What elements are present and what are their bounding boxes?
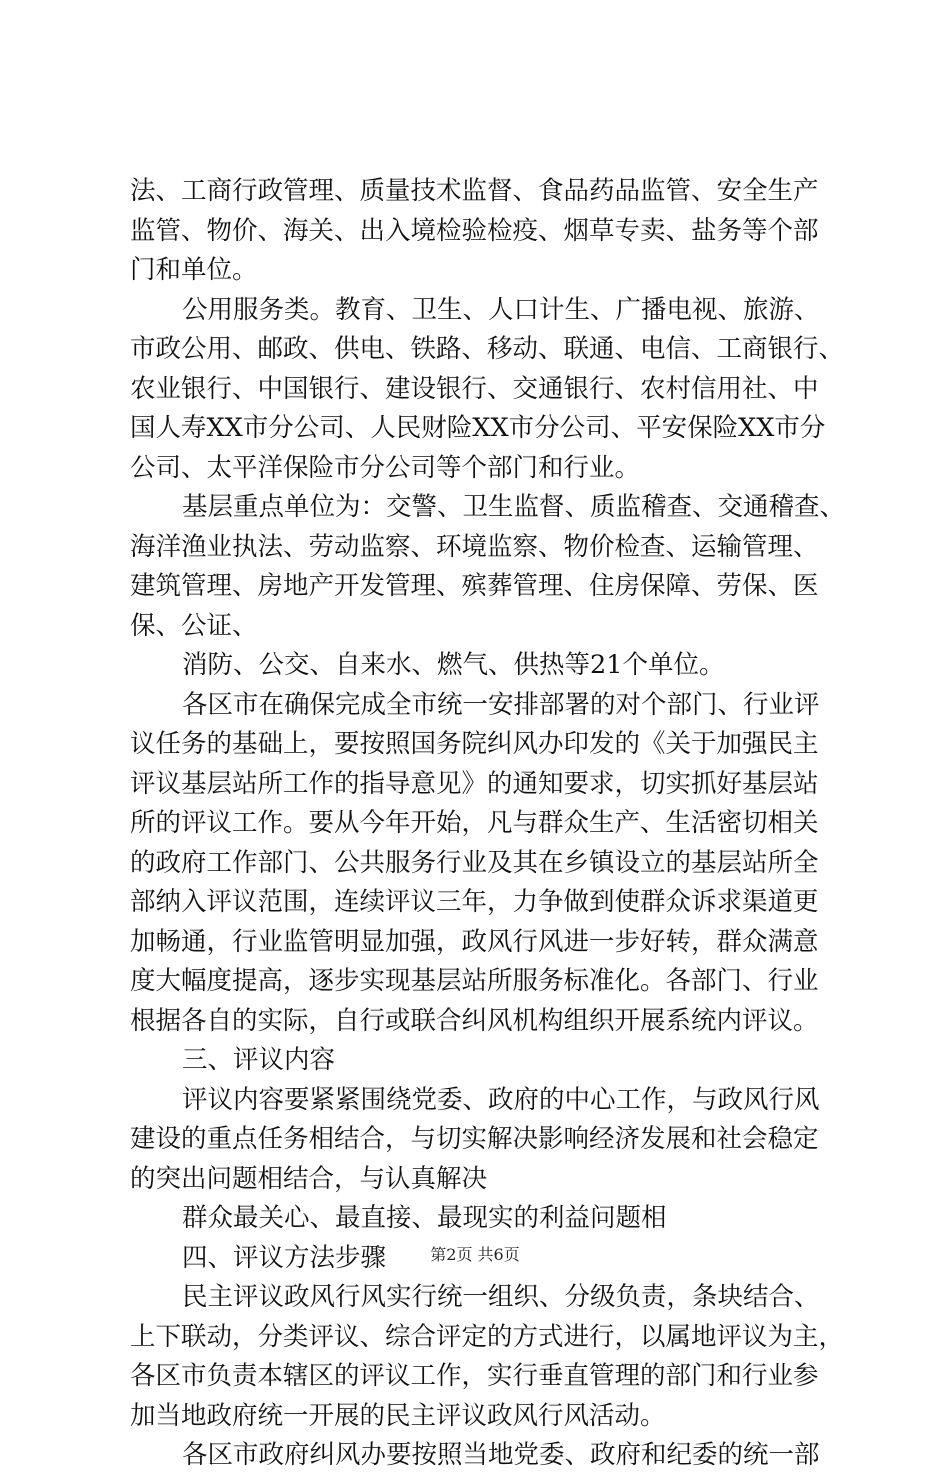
text-line: 四、评议方法步骤 [182, 1242, 387, 1273]
text-line: 所的评议工作。要从今年开始，凡与群众生产、生活密切相关 [130, 808, 819, 838]
text-line: 国人寿XX市分公司、人民财险XX市分公司、平安保险XX市分 [130, 413, 826, 443]
text-line: 评议内容要紧紧围绕党委、政府的中心工作，与政风行风 [182, 1084, 820, 1115]
text-line: 三、评议内容 [182, 1045, 336, 1075]
text-line: 各区市负责本辖区的评议工作，实行垂直管理的部门和行业参 [130, 1361, 819, 1391]
text-line: 民主评议政风行风实行统一组织、分级负责，条块结合、 [182, 1282, 820, 1312]
page-footer: 第2页 共6页 [430, 1245, 520, 1264]
text-line: 门和单位。 [130, 255, 258, 285]
text-line: 群众最关心、最直接、最现实的利益问题相 [182, 1203, 667, 1233]
text-line: 监管、物价、海关、出入境检验检疫、烟草专卖、盐务等个部 [130, 215, 819, 246]
text-line: 市政公用、邮政、供电、铁路、移动、联通、电信、工商银行、 [130, 334, 845, 364]
text-line: 建设的重点任务相结合，与切实解决影响经济发展和社会稳定 [130, 1124, 819, 1154]
text-line: 部纳入评议范围，连续评议三年，力争做到使群众诉求渠道更 [130, 887, 819, 917]
text-line: 根据各自的实际，自行或联合纠风机构组织开展系统内评议。 [130, 1005, 819, 1036]
text-line: 上下联动，分类评议、综合评定的方式进行，以属地评议为主， [130, 1321, 845, 1352]
text-line: 公用服务类。教育、卫生、人口计生、广播电视、旅游、 [182, 294, 820, 325]
text-line: 建筑管理、房地产开发管理、殡葬管理、住房保障、劳保、医 [130, 571, 819, 601]
text-line: 加当地政府统一开展的民主评议政风行风活动。 [130, 1400, 666, 1431]
text-line: 加畅通，行业监管明显加强，政风行风进一步好转，群众满意 [130, 926, 819, 957]
text-line: 各区市政府纠风办要按照当地党委、政府和纪委的统一部 [182, 1440, 820, 1470]
text-line: 的政府工作部门、公共服务行业及其在乡镇设立的基层站所全 [130, 847, 819, 878]
text-line: 议任务的基础上，要按照国务院纠风办印发的《关于加强民主 [130, 729, 819, 759]
text-line: 公司、太平洋保险市分公司等个部门和行业。 [130, 452, 641, 483]
text-line: 农业银行、中国银行、建设银行、交通银行、农村信用社、中 [130, 373, 819, 404]
document-body [130, 172, 850, 1476]
text-line: 各区市在确保完成全市统一安排部署的对个部门、行业评 [182, 689, 820, 720]
text-line: 海洋渔业执法、劳动监察、环境监察、物价检查、运输管理、 [130, 531, 819, 562]
text-line: 消防、公交、自来水、燃气、供热等21个单位。 [182, 650, 725, 680]
text-line: 保、公证、 [130, 610, 258, 641]
text-line: 评议基层站所工作的指导意见》的通知要求，切实抓好基层站 [130, 768, 819, 799]
text-line: 法、工商行政管理、质量技术监督、食品药品监管、安全生产 [130, 176, 819, 206]
text-line: 基层重点单位为：交警、卫生监督、质监稽查、交通稽查、 [182, 492, 846, 522]
text-line: 度大幅度提高，逐步实现基层站所服务标准化。各部门、行业 [130, 966, 819, 996]
text-line: 的突出问题相结合，与认真解决 [130, 1163, 488, 1194]
